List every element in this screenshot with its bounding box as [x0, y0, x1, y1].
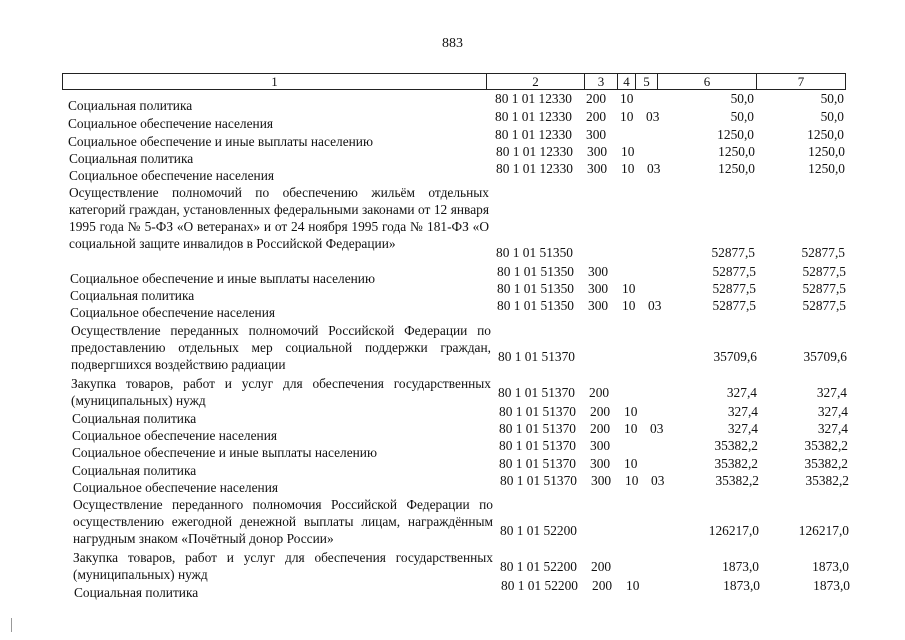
header-col-1: 1 — [63, 74, 487, 89]
header-col-6: 6 — [658, 74, 757, 89]
row-description: Социальное обеспечение населения — [73, 480, 279, 495]
row-value-col-7: 1250,0 — [807, 127, 844, 142]
row-description: Социальное обеспечение населения — [70, 305, 276, 320]
page-number: 883 — [442, 36, 463, 51]
header-col-3: 3 — [585, 74, 618, 89]
row-target-code: 80 1 01 51370 — [500, 473, 577, 488]
row-value-col-7: 52877,5 — [801, 245, 845, 260]
row-value-col-6: 1873,0 — [722, 559, 759, 574]
row-expense-type: 200 — [586, 91, 607, 106]
row-expense-type: 300 — [588, 264, 609, 279]
row-value-col-6: 52877,5 — [711, 245, 755, 260]
row-value-col-6: 50,0 — [730, 91, 754, 106]
row-value-col-7: 35382,2 — [804, 456, 848, 471]
header-col-2: 2 — [487, 74, 585, 89]
row-value-col-6: 35709,6 — [713, 349, 757, 364]
row-description: Закупка товаров, работ и услуг для обеспечения государственных (муниципальных) нужд — [73, 550, 493, 582]
row-value-col-6: 1250,0 — [717, 127, 754, 142]
row-expense-type: 300 — [586, 127, 607, 142]
row-value-col-7: 327,4 — [817, 404, 848, 419]
row-value-col-7: 327,4 — [816, 385, 847, 400]
row-target-code: 80 1 01 51350 — [497, 264, 574, 279]
row-subsection: 03 — [648, 298, 662, 313]
row-value-col-6: 35382,2 — [715, 473, 759, 488]
row-expense-type: 200 — [589, 385, 610, 400]
row-description: Социальная политика — [68, 98, 193, 113]
row-value-col-7: 327,4 — [817, 421, 848, 436]
row-expense-type: 200 — [591, 559, 612, 574]
row-expense-type: 300 — [590, 456, 611, 471]
row-section: 10 — [622, 281, 636, 296]
row-section: 10 — [624, 421, 638, 436]
row-description: Социальное обеспечение и иные выплаты населению — [70, 271, 375, 286]
margin-mark — [11, 618, 12, 632]
row-section: 10 — [626, 578, 640, 593]
row-value-col-7: 50,0 — [820, 109, 844, 124]
row-target-code: 80 1 01 12330 — [495, 127, 572, 142]
row-target-code: 80 1 01 52200 — [501, 578, 578, 593]
row-value-col-7: 35382,2 — [804, 438, 848, 453]
row-value-col-6: 35382,2 — [714, 438, 758, 453]
row-expense-type: 200 — [590, 404, 611, 419]
row-value-col-6: 50,0 — [730, 109, 754, 124]
row-description: Социальное обеспечение населения — [68, 116, 274, 131]
row-value-col-7: 1250,0 — [808, 144, 845, 159]
row-description: Осуществление переданных полномочий Российской Федерации по предоставлению отдельных мер социальной поддержки граждан, подвергшихся воздействию радиации — [71, 323, 491, 372]
row-description: Социальная политика — [74, 585, 199, 600]
row-target-code: 80 1 01 12330 — [495, 109, 572, 124]
row-value-col-7: 52877,5 — [802, 264, 846, 279]
row-description: Социальное обеспечение и иные выплаты населению — [68, 134, 373, 149]
row-description: Социальная политика — [72, 463, 197, 478]
row-value-col-6: 52877,5 — [712, 264, 756, 279]
row-target-code: 80 1 01 12330 — [496, 144, 573, 159]
row-description: Социальное обеспечение населения — [69, 168, 275, 183]
row-value-col-7: 1250,0 — [808, 161, 845, 176]
header-col-5: 5 — [636, 74, 658, 89]
row-section: 10 — [621, 144, 635, 159]
row-target-code: 80 1 01 51370 — [498, 385, 575, 400]
header-col-4: 4 — [618, 74, 636, 89]
row-subsection: 03 — [646, 109, 660, 124]
row-value-col-6: 327,4 — [727, 404, 758, 419]
row-target-code: 80 1 01 51370 — [499, 421, 576, 436]
row-expense-type: 300 — [588, 281, 609, 296]
row-section: 10 — [620, 91, 634, 106]
row-value-col-7: 52877,5 — [802, 281, 846, 296]
row-expense-type: 300 — [587, 161, 608, 176]
row-description: Социальная политика — [69, 151, 194, 166]
row-target-code: 80 1 01 52200 — [500, 559, 577, 574]
row-expense-type: 200 — [586, 109, 607, 124]
row-value-col-6: 1873,0 — [723, 578, 760, 593]
row-target-code: 80 1 01 51370 — [499, 438, 576, 453]
row-target-code: 80 1 01 51350 — [497, 298, 574, 313]
row-value-col-6: 126217,0 — [708, 523, 759, 538]
row-description: Социальное обеспечение населения — [72, 428, 278, 443]
row-expense-type: 300 — [591, 473, 612, 488]
table-header — [62, 73, 846, 90]
row-target-code: 80 1 01 51370 — [499, 404, 576, 419]
row-expense-type: 200 — [592, 578, 613, 593]
row-description: Социальная политика — [70, 288, 195, 303]
row-expense-type: 300 — [587, 144, 608, 159]
row-subsection: 03 — [647, 161, 661, 176]
row-expense-type: 200 — [590, 421, 611, 436]
row-target-code: 80 1 01 12330 — [495, 91, 572, 106]
row-section: 10 — [621, 161, 635, 176]
header-col-7: 7 — [797, 74, 805, 89]
row-value-col-7: 1873,0 — [813, 578, 850, 593]
row-description: Осуществление полномочий по обеспечению жильём отдельных категорий граждан, установленных федеральными законами от 12 января 1995 года № 5-ФЗ «О ветеранах» и от 24 ноября 1995 года № 181-ФЗ «О социальной защите инвалидов в Российской Федерации» — [69, 185, 489, 251]
row-target-code: 80 1 01 52200 — [500, 523, 577, 538]
row-value-col-6: 327,4 — [727, 421, 758, 436]
row-expense-type: 300 — [590, 438, 611, 453]
row-value-col-6: 327,4 — [726, 385, 757, 400]
row-section: 10 — [624, 456, 638, 471]
row-description: Социальная политика — [72, 411, 197, 426]
row-value-col-7: 1873,0 — [812, 559, 849, 574]
row-target-code: 80 1 01 51370 — [498, 349, 575, 364]
row-value-col-7: 35382,2 — [805, 473, 849, 488]
row-value-col-6: 1250,0 — [718, 144, 755, 159]
row-subsection: 03 — [650, 421, 664, 436]
row-description: Осуществление переданного полномочия Российской Федерации по осуществлению ежегодной денежной выплаты лицам, награждённым нагрудным знаком «Почётный донор России» — [73, 497, 493, 546]
row-value-col-7: 35709,6 — [803, 349, 847, 364]
row-description: Закупка товаров, работ и услуг для обеспечения государственных (муниципальных) нужд — [71, 376, 491, 408]
row-subsection: 03 — [651, 473, 665, 488]
row-target-code: 80 1 01 12330 — [496, 161, 573, 176]
row-section: 10 — [625, 473, 639, 488]
row-value-col-6: 52877,5 — [712, 298, 756, 313]
row-section: 10 — [622, 298, 636, 313]
row-target-code: 80 1 01 51370 — [499, 456, 576, 471]
row-description: Социальное обеспечение и иные выплаты населению — [72, 445, 377, 460]
row-section: 10 — [624, 404, 638, 419]
row-value-col-6: 1250,0 — [718, 161, 755, 176]
row-value-col-7: 52877,5 — [802, 298, 846, 313]
row-target-code: 80 1 01 51350 — [497, 281, 574, 296]
row-expense-type: 300 — [588, 298, 609, 313]
row-value-col-7: 50,0 — [820, 91, 844, 106]
row-value-col-7: 126217,0 — [798, 523, 849, 538]
row-value-col-6: 35382,2 — [714, 456, 758, 471]
row-target-code: 80 1 01 51350 — [496, 245, 573, 260]
row-value-col-6: 52877,5 — [712, 281, 756, 296]
row-section: 10 — [620, 109, 634, 124]
